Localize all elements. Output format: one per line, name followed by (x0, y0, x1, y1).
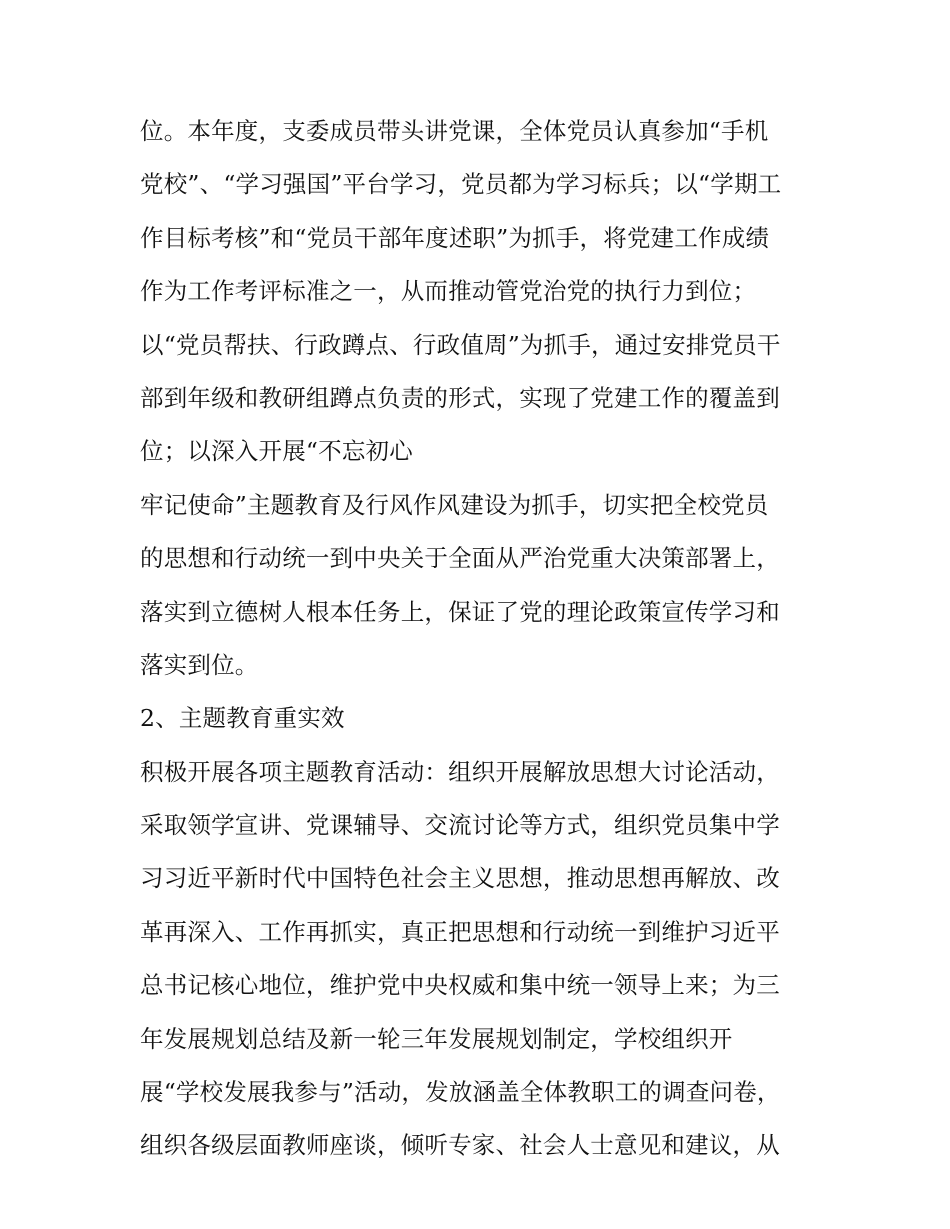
text-line: 位；以深入开展“不忘初心 (140, 437, 413, 466)
text-line: 组织各级层面教师座谈，倾听专家、社会人士意见和建议，从 (140, 1131, 780, 1160)
text-line: 作目标考核”和“党员干部年度述职”为抓手，将党建工作成绩 (140, 223, 770, 252)
text-line: 作为工作考评标准之一，从而推动管党治党的执行力到位； (140, 277, 757, 306)
text-line: 的思想和行动统一到中央关于全面从严治党重大决策部署上， (140, 544, 780, 573)
text-line: 采取领学宣讲、党课辅导、交流讨论等方式，组织党员集中学 (140, 811, 780, 840)
text-line: 展“学校发展我参与”活动，发放涵盖全体教职工的调查问卷， (140, 1078, 781, 1107)
text-line: 积极开展各项主题教育活动：组织开展解放思想大讨论活动， (140, 757, 780, 786)
text-line: 落实到位。 (140, 650, 259, 679)
text-line: 总书记核心地位，维护党中央权威和集中统一领导上来；为三 (140, 971, 780, 1000)
text-line: 牢记使命”主题教育及行风作风建设为抓手，切实把全校党员 (140, 490, 769, 519)
text-line: 年发展规划总结及新一轮三年发展规划制定，学校组织开 (140, 1024, 733, 1053)
text-line: 革再深入、工作再抓实，真正把思想和行动统一到维护习近平 (140, 917, 780, 946)
text-line: 落实到立德树人根本任务上，保证了党的理论政策宣传学习和 (140, 597, 780, 626)
text-line: 习习近平新时代中国特色社会主义思想，推动思想再解放、改 (140, 864, 780, 893)
section-heading: 2、主题教育重实效 (140, 704, 345, 733)
text-line: 位。本年度，支委成员带头讲党课，全体党员认真参加“手机 (140, 117, 769, 145)
body-text (140, 105, 820, 1173)
text-line: 部到年级和教研组蹲点负责的形式，实现了党建工作的覆盖到 (140, 383, 780, 412)
text-line: 以“党员帮扶、行政蹲点、行政值周”为抓手，通过安排党员干 (140, 330, 781, 359)
text-line: 党校”、“学习强国”平台学习，党员都为学习标兵；以“学期工 (140, 170, 782, 199)
